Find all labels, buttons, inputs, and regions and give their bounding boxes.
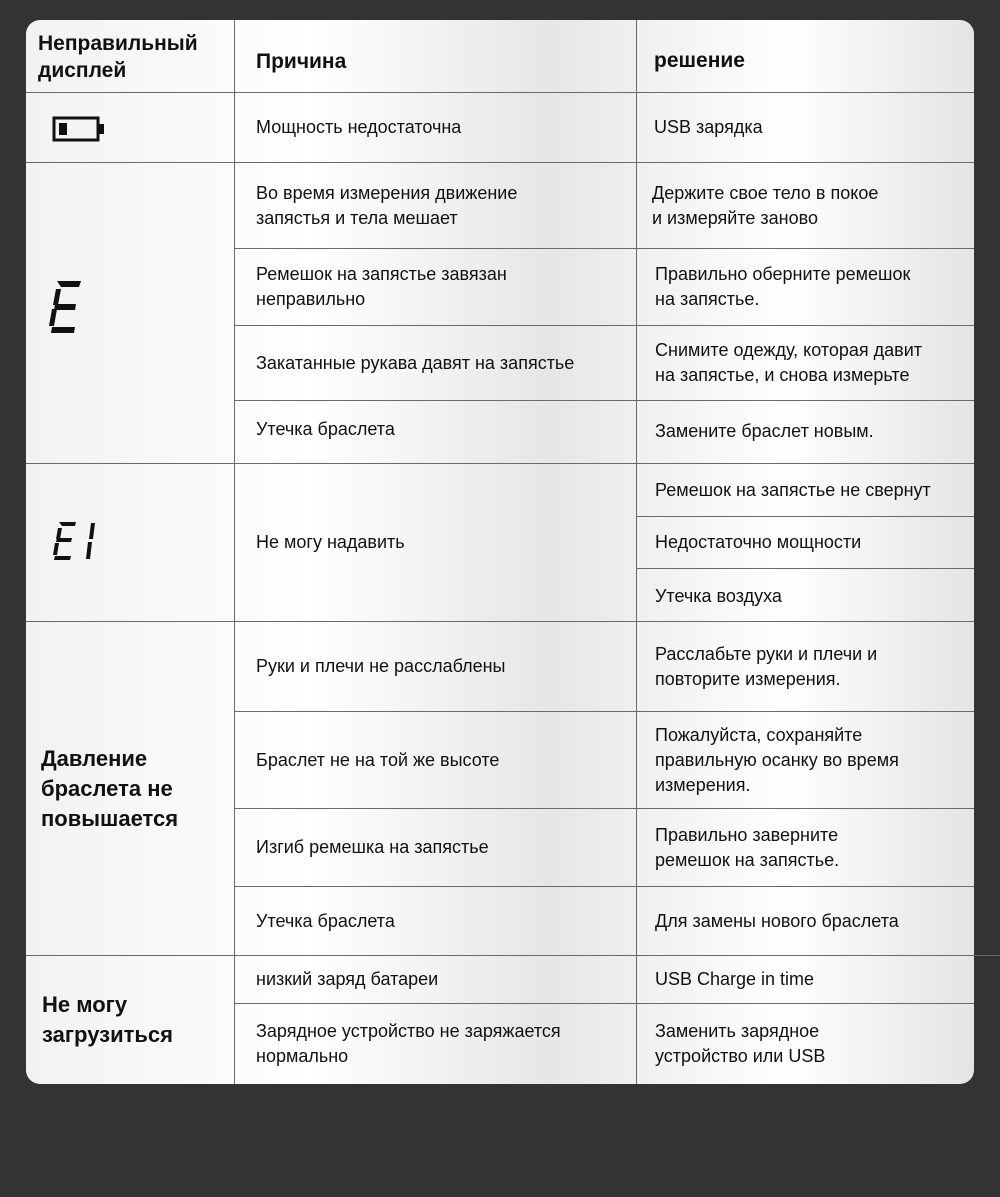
pressure-cause-3: Изгиб ремешка на запястье xyxy=(256,837,489,857)
header-cause: Причина xyxy=(256,49,347,73)
e-solution-1: Держите свое тело в покое и измеряйте заново xyxy=(652,182,879,228)
pressure-solution-4: Для замены нового браслета xyxy=(655,910,899,931)
pressure-solution-3: Правильно заверните ремешок на запястье. xyxy=(655,824,840,870)
cannot-charge-label: Не могу загрузиться xyxy=(42,992,173,1047)
pressure-cause-2: Браслет не на той же высоте xyxy=(256,749,500,770)
e1-solution-2: Недостаточно мощности xyxy=(655,532,862,552)
charge-solution-1: USB Charge in time xyxy=(655,969,815,989)
e-solution-4: Замените браслет новым. xyxy=(655,420,874,441)
e-cause-3: Закатанные рукава давят на запястье xyxy=(256,352,575,373)
header-solution: решение xyxy=(654,48,745,72)
e-cause-4: Утечка браслета xyxy=(256,418,395,439)
e1-solution-3: Утечка воздуха xyxy=(655,586,782,606)
e-solution-2: Правильно оберните ремешок на запястье. xyxy=(655,264,911,309)
pressure-solution-2: Пожалуйста, сохраняйте правильную осанку во время измерения. xyxy=(655,724,899,795)
e-cause-2: Ремешок на запястье завязан неправильно xyxy=(256,264,507,309)
battery-cause: Мощность недостаточна xyxy=(256,117,462,137)
column-divider xyxy=(636,20,637,1084)
e-solution-3: Снимите одежду, которая давит на запястье, и снова измерьте xyxy=(655,340,923,385)
edge-line xyxy=(974,955,1000,956)
pressure-cause-4: Утечка браслета xyxy=(256,910,395,931)
battery-low-icon xyxy=(52,116,106,142)
battery-solution: USB зарядка xyxy=(654,117,763,137)
pressure-not-rising-label: Давление браслета не повышается xyxy=(41,745,179,831)
e1-cause: Не могу надавить xyxy=(256,532,405,552)
pressure-solution-1: Расслабьте руки и плечи и повторите измерения. xyxy=(655,643,878,689)
charge-cause-2: Зарядное устройство не заряжается нормально xyxy=(256,1021,561,1066)
pressure-cause-1: Руки и плечи не расслаблены xyxy=(256,656,506,676)
error-code-e1-glyph xyxy=(52,520,98,562)
e-cause-1: Во время измерения движение запястья и тела мешает xyxy=(256,182,518,228)
charge-cause-1: низкий заряд батареи xyxy=(256,969,439,989)
charge-solution-2: Заменить зарядное устройство или USB xyxy=(655,1021,826,1066)
header-display: Неправильный дисплей xyxy=(38,32,198,82)
column-divider xyxy=(234,20,235,1084)
error-code-e-glyph xyxy=(48,278,84,336)
e1-solution-1: Ремешок на запястье не свернут xyxy=(655,479,931,500)
troubleshooting-table xyxy=(26,20,974,1084)
